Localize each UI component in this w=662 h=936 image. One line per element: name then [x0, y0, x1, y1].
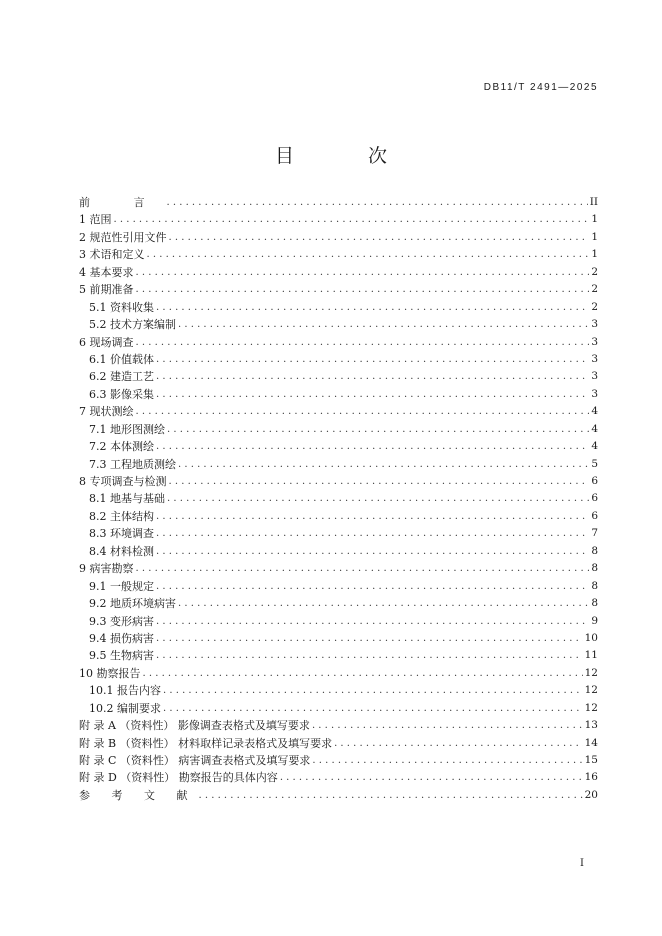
toc-entry-label: 7.2 本体测绘 — [89, 440, 154, 454]
toc-entry-label: 10.1 报告内容 — [89, 684, 161, 698]
toc-entry-page: 6 — [591, 509, 598, 522]
toc-entry-page: 7 — [591, 527, 598, 540]
toc-entry[interactable] — [79, 665, 598, 682]
toc-entry-label: 5.1 资料收集 — [89, 300, 154, 314]
toc-entry-page: 16 — [584, 771, 598, 784]
toc-entry-page: 8 — [591, 544, 598, 557]
toc-entry[interactable] — [79, 630, 598, 647]
toc-leader-dots — [163, 700, 583, 717]
toc-leader-dots — [143, 665, 583, 682]
toc-entry[interactable] — [79, 386, 598, 403]
toc-leader-dots — [136, 403, 590, 420]
toc-entry[interactable] — [79, 787, 598, 804]
toc-leader-dots — [136, 264, 590, 281]
toc-entry[interactable] — [79, 700, 598, 717]
toc-entry-label: 9.4 损伤病害 — [89, 631, 154, 645]
toc-entry-label: 8 专项调查与检测 — [79, 475, 167, 488]
toc-entry-page: 12 — [584, 701, 598, 714]
toc-entry[interactable] — [79, 752, 598, 769]
page-title: 目 次 — [274, 145, 422, 167]
toc-entry[interactable] — [79, 735, 598, 752]
toc-entry-page: 13 — [584, 719, 598, 732]
toc-leader-dots — [169, 473, 590, 490]
toc-entry-page: 6 — [591, 475, 598, 487]
toc-entry-page: 3 — [591, 370, 598, 383]
toc-entry-label: 9.3 变形病害 — [89, 614, 154, 628]
toc-leader-dots — [156, 630, 583, 647]
page-number: I — [580, 858, 584, 869]
toc-entry[interactable] — [79, 403, 598, 420]
toc-entry-page: 9 — [591, 614, 598, 627]
toc-entry[interactable] — [79, 229, 598, 246]
toc-leader-dots — [312, 717, 583, 734]
toc-entry-page: 14 — [584, 736, 598, 749]
toc-leader-dots — [156, 647, 583, 664]
toc-entry-page: 2 — [591, 283, 598, 296]
toc-entry[interactable] — [79, 595, 598, 612]
toc-entry-label: 10 勘察报告 — [79, 666, 141, 680]
toc-entry-label: 附 录 C （资料性） 病害调查表格式及填写要求 — [79, 754, 311, 767]
toc-entry-page: 4 — [591, 440, 598, 453]
toc-entry[interactable] — [79, 246, 598, 263]
toc-leader-dots — [156, 386, 589, 403]
toc-leader-dots — [136, 560, 590, 577]
toc-entry-page: 4 — [591, 422, 598, 435]
toc-entry-label: 9.2 地质环境病害 — [89, 597, 176, 611]
toc-entry-label: 前 言 — [79, 196, 165, 209]
toc-entry-page: 5 — [591, 457, 598, 470]
toc-leader-dots — [280, 769, 583, 786]
toc-entry[interactable] — [79, 438, 598, 455]
toc-leader-dots — [169, 229, 590, 246]
toc-entry-page: II — [589, 196, 598, 208]
toc-leader-dots — [178, 595, 589, 612]
toc-entry-page: 8 — [591, 597, 598, 610]
toc-entry-page: 1 — [591, 230, 598, 243]
toc-entry-label: 1 范围 — [79, 213, 112, 227]
toc-entry[interactable] — [79, 717, 598, 734]
toc-entry-label: 7.1 地形图测绘 — [89, 422, 165, 436]
toc-entry-label: 6.3 影像采集 — [89, 387, 154, 401]
toc-entry-label: 3 术语和定义 — [79, 248, 145, 262]
toc-entry-label: 5 前期准备 — [79, 283, 134, 297]
toc-entry[interactable] — [79, 316, 598, 333]
toc-leader-dots — [156, 613, 589, 630]
toc-entry-label: 附 录 B （资料性） 材料取样记录表格式及填写要求 — [79, 736, 333, 750]
toc-entry-page: 10 — [584, 631, 598, 644]
toc-entry-page: 1 — [591, 213, 598, 226]
toc-entry-label: 6.1 价值载体 — [89, 352, 154, 366]
toc-entry[interactable] — [79, 473, 598, 490]
toc-entry-label: 6 现场调查 — [79, 335, 134, 349]
toc-entry-label: 附 录 A （资料性） 影像调查表格式及填写要求 — [79, 719, 310, 733]
toc-entry-page: 2 — [591, 265, 598, 278]
toc-entry-page: 3 — [591, 387, 598, 400]
toc-entry[interactable] — [79, 543, 598, 560]
toc-entry-page: 11 — [584, 649, 598, 662]
table-of-contents — [79, 194, 598, 804]
toc-entry-page: 8 — [591, 579, 598, 592]
toc-entry-label: 9.1 一般规定 — [89, 579, 154, 593]
toc-entry-page: 12 — [584, 684, 598, 697]
document-code: DB11/T 2491—2025 — [483, 82, 598, 93]
toc-entry-label: 4 基本要求 — [79, 265, 134, 279]
toc-entry-page: 3 — [591, 335, 598, 348]
toc-entry-label: 8.3 环境调查 — [89, 527, 154, 541]
toc-leader-dots — [136, 281, 590, 298]
toc-leader-dots — [156, 351, 589, 368]
toc-entry-page: 15 — [584, 754, 598, 766]
toc-leader-dots — [163, 682, 583, 699]
toc-leader-dots — [178, 456, 589, 473]
toc-leader-dots — [156, 508, 589, 525]
toc-leader-dots — [167, 421, 589, 438]
toc-leader-dots — [156, 438, 589, 455]
toc-entry-label: 7.3 工程地质测绘 — [89, 457, 176, 471]
toc-entry[interactable] — [79, 769, 598, 786]
toc-entry-label: 7 现状测绘 — [79, 405, 134, 419]
toc-entry[interactable] — [79, 211, 598, 228]
toc-entry-label: 9 病害勘察 — [79, 562, 134, 576]
toc-leader-dots — [156, 299, 589, 316]
toc-entry[interactable] — [79, 264, 598, 281]
toc-entry-page: 20 — [584, 788, 598, 801]
toc-leader-dots — [199, 787, 583, 804]
toc-leader-dots — [147, 246, 590, 263]
toc-entry[interactable] — [79, 508, 598, 525]
toc-leader-dots — [114, 211, 590, 228]
toc-entry[interactable] — [79, 456, 598, 473]
toc-entry[interactable] — [79, 560, 598, 577]
toc-entry[interactable] — [79, 682, 598, 699]
toc-entry-page: 4 — [591, 405, 598, 418]
toc-leader-dots — [156, 525, 589, 542]
toc-entry-page: 3 — [591, 318, 598, 331]
toc-entry[interactable] — [79, 351, 598, 368]
toc-entry-label: 8.2 主体结构 — [89, 509, 154, 523]
toc-leader-dots — [178, 316, 589, 333]
toc-entry[interactable] — [79, 334, 598, 351]
toc-entry-label: 9.5 生物病害 — [89, 649, 154, 663]
toc-entry[interactable] — [79, 421, 598, 438]
toc-leader-dots — [167, 490, 589, 507]
toc-entry[interactable] — [79, 299, 598, 316]
toc-entry-label: 10.2 编制要求 — [89, 701, 161, 715]
toc-entry-page: 6 — [591, 492, 598, 505]
toc-entry[interactable] — [79, 647, 598, 664]
toc-entry[interactable] — [79, 281, 598, 298]
toc-entry-page: 8 — [591, 562, 598, 575]
toc-entry[interactable] — [79, 525, 598, 542]
toc-leader-dots — [167, 194, 588, 211]
toc-entry-label: 8.1 地基与基础 — [89, 492, 165, 506]
toc-leader-dots — [312, 752, 582, 769]
toc-entry-label: 5.2 技术方案编制 — [89, 318, 176, 332]
toc-entry-label: 2 规范性引用文件 — [79, 230, 167, 244]
toc-entry[interactable] — [79, 613, 598, 630]
toc-entry-label: 附 录 D （资料性） 勘察报告的具体内容 — [79, 771, 278, 785]
toc-entry-label: 6.2 建造工艺 — [89, 370, 154, 384]
toc-entry[interactable] — [79, 578, 598, 595]
toc-entry-page: 3 — [591, 352, 598, 365]
toc-entry[interactable] — [79, 490, 598, 507]
toc-entry-page: 1 — [591, 248, 598, 261]
toc-entry[interactable] — [79, 368, 598, 385]
toc-entry-page: 12 — [584, 666, 598, 679]
toc-entry[interactable] — [79, 194, 598, 211]
toc-leader-dots — [156, 543, 589, 560]
toc-leader-dots — [156, 368, 589, 385]
toc-entry-label: 8.4 材料检测 — [89, 544, 154, 558]
toc-leader-dots — [334, 735, 583, 752]
toc-leader-dots — [136, 334, 590, 351]
toc-entry-label: 参 考 文 献 — [79, 788, 197, 802]
toc-entry-page: 2 — [591, 300, 598, 313]
toc-leader-dots — [156, 578, 589, 595]
